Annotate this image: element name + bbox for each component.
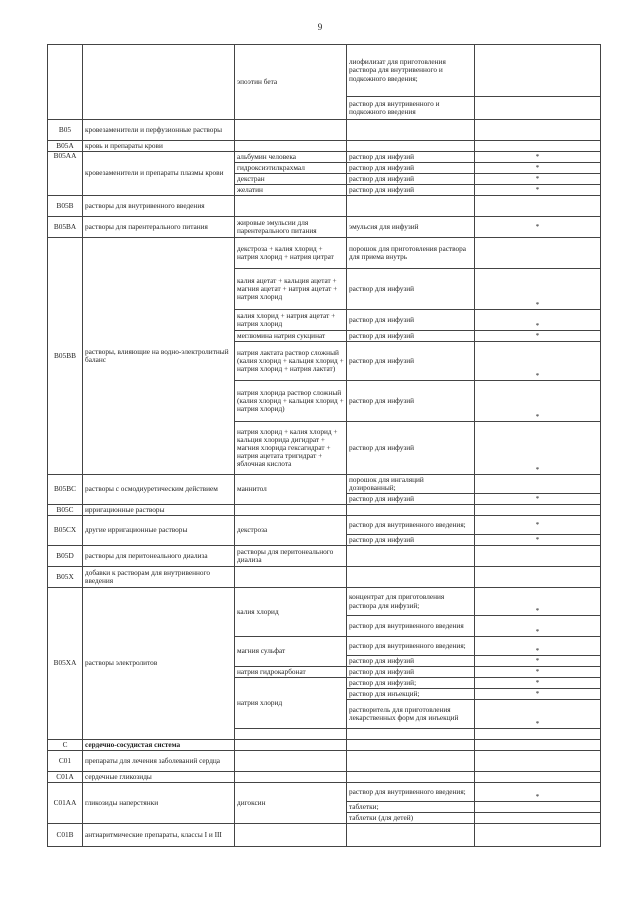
mark-cell: * — [475, 163, 601, 174]
atc-code: B05D — [48, 546, 83, 567]
group-name: кровезаменители и препараты плазмы крови — [83, 152, 235, 196]
inn-cell: меглюмина натрия сукцинат — [235, 331, 347, 342]
form-cell: лиофилизат для приготовления раствора для внутривенного и подкожного введения; — [347, 45, 475, 97]
inn-cell: натрия гидрокарбонат — [235, 667, 347, 678]
table-row — [48, 751, 601, 772]
form-cell: раствор для инфузий — [347, 331, 475, 342]
form-cell: раствор для инфузий — [347, 163, 475, 174]
mark-cell: * — [475, 588, 601, 616]
inn-cell: декстроза — [235, 516, 347, 546]
inn-cell: натрия хлорида раствор сложный (калия хлорид + кальция хлорид + натрия хлорид) — [235, 381, 347, 422]
mark-cell: * — [475, 535, 601, 546]
table-row — [48, 505, 601, 516]
table-row — [48, 238, 601, 269]
mark-cell: * — [475, 616, 601, 637]
mark-cell: * — [475, 516, 601, 535]
table-row — [48, 783, 601, 802]
table-row — [48, 45, 601, 97]
medication-table — [47, 44, 601, 847]
form-cell: таблетки (для детей) — [347, 813, 475, 824]
form-cell: порошок для ингаляций дозированный; — [347, 475, 475, 494]
mark-cell: * — [475, 700, 601, 729]
mark-cell: * — [475, 422, 601, 475]
form-cell: раствор для инфузий — [347, 152, 475, 163]
group-name: кровь и препараты крови — [83, 141, 235, 152]
form-cell: раствор для инфузий — [347, 667, 475, 678]
inn-cell: калия ацетат + кальция ацетат + магния ацетат + натрия ацетат + натрия хлорид — [235, 269, 347, 310]
atc-code: C01B — [48, 824, 83, 847]
atc-code: B05A — [48, 141, 83, 152]
mark-cell: * — [475, 185, 601, 196]
atc-code: B05C — [48, 505, 83, 516]
form-cell: раствор для инфузий — [347, 185, 475, 196]
mark-cell: * — [475, 667, 601, 678]
atc-code: B05BC — [48, 475, 83, 505]
form-cell: эмульсия для инфузий — [347, 217, 475, 238]
table-row — [48, 546, 601, 567]
group-name: растворы, влияющие на водно-электролитный баланс — [83, 238, 235, 475]
mark-cell: * — [475, 269, 601, 310]
atc-code: B05XA — [48, 588, 83, 740]
mark-cell: * — [475, 342, 601, 381]
inn-cell: дигоксин — [235, 783, 347, 824]
form-cell: концентрат для приготовления раствора для инфузий; — [347, 588, 475, 616]
table-row — [48, 516, 601, 535]
table-row — [48, 475, 601, 494]
form-cell: растворитель для приготовления лекарственных форм для инъекций — [347, 700, 475, 729]
atc-code: C01 — [48, 751, 83, 772]
group-name: ирригационные растворы — [83, 505, 235, 516]
mark-cell: * — [475, 783, 601, 802]
form-cell: раствор для инфузий — [347, 494, 475, 505]
form-cell: раствор для инфузий — [347, 381, 475, 422]
inn-cell: натрия хлорид — [235, 678, 347, 729]
inn-cell: декстран — [235, 174, 347, 185]
atc-code: B05BA — [48, 217, 83, 238]
mark-cell: * — [475, 331, 601, 342]
atc-code: C01AA — [48, 783, 83, 824]
table-row — [48, 772, 601, 783]
form-cell: раствор для инфузий; — [347, 678, 475, 689]
inn-cell: натрия хлорид + калия хлорид + кальция хлорида дигидрат + магния хлорида гексагидрат + натрия ацетата тригидрат + яблочная кислота — [235, 422, 347, 475]
table-row — [48, 824, 601, 847]
group-name: другие ирригационные растворы — [83, 516, 235, 546]
mark-cell — [475, 813, 601, 824]
inn-cell: калия хлорид — [235, 588, 347, 637]
mark-cell: * — [475, 689, 601, 700]
group-name: растворы электролитов — [83, 588, 235, 740]
table-row — [48, 567, 601, 588]
inn-cell: альбумин человека — [235, 152, 347, 163]
mark-cell — [475, 475, 601, 494]
form-cell: раствор для инфузий — [347, 269, 475, 310]
group-name: растворы для перитонеального диализа — [83, 546, 235, 567]
form-cell: таблетки; — [347, 802, 475, 813]
mark-cell: * — [475, 381, 601, 422]
inn-cell: магния сульфат — [235, 637, 347, 667]
form-cell: раствор для внутривенного введения; — [347, 783, 475, 802]
page-number: 9 — [317, 22, 323, 32]
table-row — [48, 740, 601, 751]
group-name: растворы для парентерального питания — [83, 217, 235, 238]
inn-cell: натрия лактата раствор сложный (калия хлорид + кальция хлорид + натрия хлорид + натрия лактат) — [235, 342, 347, 381]
mark-cell: * — [475, 152, 601, 163]
mark-cell: * — [475, 656, 601, 667]
form-cell: раствор для внутривенного введения; — [347, 637, 475, 656]
inn-cell: эпоэтин бета — [235, 45, 347, 120]
form-cell: раствор для инфузий — [347, 656, 475, 667]
group-name: сердечно-сосудистая система — [83, 740, 235, 751]
atc-code: B05CX — [48, 516, 83, 546]
table-row — [48, 196, 601, 217]
form-cell: порошок для приготовления раствора для приема внутрь — [347, 238, 475, 269]
mark-cell: * — [475, 310, 601, 331]
form-cell: раствор для внутривенного введения; — [347, 516, 475, 535]
group-name: растворы с осмодиуретическим действием — [83, 475, 235, 505]
form-cell: раствор для инфузий — [347, 535, 475, 546]
group-name: растворы для внутривенного введения — [83, 196, 235, 217]
group-name: кровезаменители и перфузионные растворы — [83, 120, 235, 141]
atc-code: B05AA — [48, 152, 83, 196]
form-cell: раствор для инфузий — [347, 422, 475, 475]
form-cell: раствор для внутривенного введения — [347, 616, 475, 637]
inn-cell: растворы для перитонеального диализа — [235, 546, 347, 567]
atc-code: B05X — [48, 567, 83, 588]
inn-cell: калия хлорид + натрия ацетат + натрия хлорид — [235, 310, 347, 331]
group-name: добавки к растворам для внутривенного введения — [83, 567, 235, 588]
group-name: сердечные гликозиды — [83, 772, 235, 783]
inn-cell: маннитол — [235, 475, 347, 505]
mark-cell: * — [475, 678, 601, 689]
atc-code: C01A — [48, 772, 83, 783]
atc-code: B05B — [48, 196, 83, 217]
table-row — [48, 217, 601, 238]
form-cell: раствор для внутривенного и подкожного введения — [347, 97, 475, 120]
mark-cell: * — [475, 217, 601, 238]
form-cell: раствор для инфузий — [347, 174, 475, 185]
table-row — [48, 152, 601, 163]
group-name: антиаритмические препараты, классы I и III — [83, 824, 235, 847]
atc-code: B05BB — [48, 238, 83, 475]
group-name: гликозиды наперстянки — [83, 783, 235, 824]
table-row — [48, 120, 601, 141]
mark-cell — [475, 802, 601, 813]
group-name: препараты для лечения заболеваний сердца — [83, 751, 235, 772]
table-row — [48, 588, 601, 616]
mark-cell: * — [475, 637, 601, 656]
mark-cell — [475, 238, 601, 269]
form-cell: раствор для инфузий — [347, 310, 475, 331]
atc-code: B05 — [48, 120, 83, 141]
inn-cell: гидроксиэтилкрахмал — [235, 163, 347, 174]
atc-code: C — [48, 740, 83, 751]
form-cell: раствор для инъекций; — [347, 689, 475, 700]
inn-cell: декстроза + калия хлорид + натрия хлорид + натрия цитрат — [235, 238, 347, 269]
mark-cell: * — [475, 494, 601, 505]
mark-cell: * — [475, 174, 601, 185]
inn-cell: желатин — [235, 185, 347, 196]
inn-cell: жировые эмульсии для парентерального питания — [235, 217, 347, 238]
form-cell: раствор для инфузий — [347, 342, 475, 381]
table-row — [48, 141, 601, 152]
